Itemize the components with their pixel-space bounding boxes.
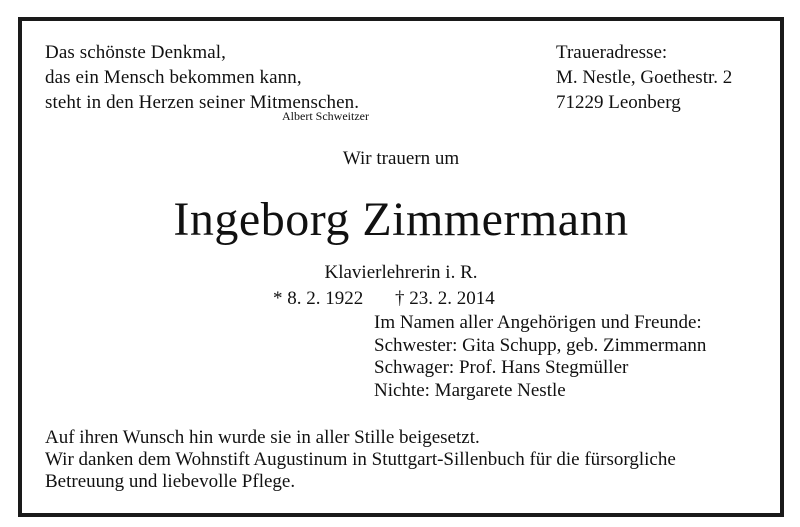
quote-line: steht in den Herzen seiner Mitmenschen. bbox=[45, 92, 360, 113]
birth-date: * 8. 2. 1922 bbox=[273, 288, 364, 309]
quote-author: Albert Schweitzer bbox=[282, 109, 369, 123]
mourning-address bbox=[556, 40, 732, 115]
announcement-text: Wir trauern um bbox=[342, 148, 460, 169]
family-member: Nichte: Margarete Nestle bbox=[374, 379, 566, 401]
closing-line: Betreuung und liebevolle Pflege. bbox=[45, 471, 296, 492]
quote-line: Das schönste Denkmal, bbox=[45, 42, 226, 63]
address-heading: Traueradresse: bbox=[556, 42, 668, 63]
closing-line: Auf ihren Wunsch hin wurde sie in aller Stille beigesetzt. bbox=[45, 427, 480, 448]
closing-line: Wir danken dem Wohnstift Augustinum in Stuttgart-Sillenbuch für die fürsorgliche bbox=[45, 449, 676, 470]
family-list bbox=[374, 312, 706, 402]
deceased-profession: Klavierlehrerin i. R. bbox=[324, 262, 478, 283]
closing-text bbox=[45, 427, 676, 493]
family-member: Schwager: Prof. Hans Stegmüller bbox=[374, 357, 629, 378]
obituary-frame bbox=[18, 17, 784, 517]
deceased-name: Ingeborg Zimmermann bbox=[173, 193, 629, 246]
quote-line: das ein Mensch bekommen kann, bbox=[45, 67, 302, 88]
family-heading: Im Namen aller Angehörigen und Freunde: bbox=[374, 312, 702, 333]
death-date: † 23. 2. 2014 bbox=[395, 288, 495, 309]
memorial-quote bbox=[45, 40, 359, 115]
address-city: 71229 Leonberg bbox=[556, 92, 681, 113]
family-member: Schwester: Gita Schupp, geb. Zimmermann bbox=[374, 334, 707, 356]
address-street: M. Nestle, Goethestr. 2 bbox=[556, 67, 733, 88]
